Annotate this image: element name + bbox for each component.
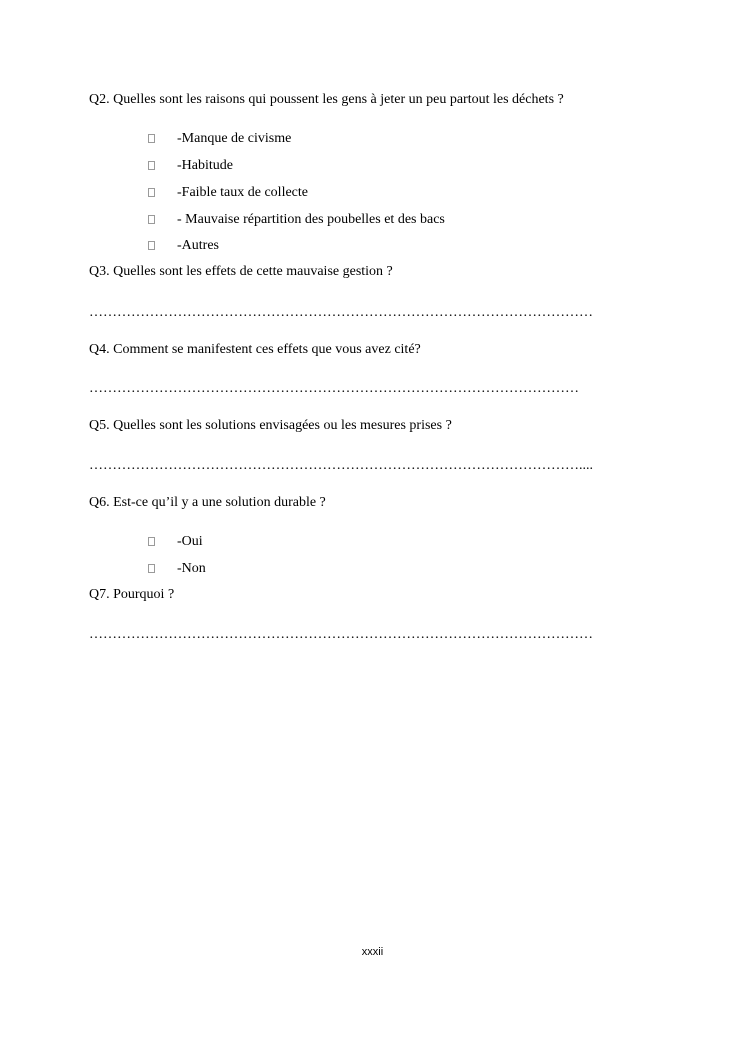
option-label: -Oui	[177, 534, 203, 549]
option-label: -Autres	[177, 238, 219, 253]
checkbox-icon[interactable]	[148, 215, 155, 224]
question-q7: Q7. Pourquoi ?	[89, 587, 175, 602]
checkbox-icon[interactable]	[148, 161, 155, 170]
answer-line-q7[interactable]: ………………………………………………………………………………………………	[89, 627, 593, 642]
option-non[interactable]	[148, 561, 206, 577]
checkbox-icon[interactable]	[148, 564, 155, 573]
option-label: - Mauvaise répartition des poubelles et des bacs	[177, 212, 445, 227]
question-q6: Q6. Est-ce qu’il y a une solution durable ?	[89, 495, 326, 510]
question-q3: Q3. Quelles sont les effets de cette mauvaise gestion ?	[89, 264, 393, 279]
checkbox-icon[interactable]	[148, 537, 155, 546]
option-mauvaise-repartition[interactable]	[148, 212, 445, 228]
checkbox-icon[interactable]	[148, 241, 155, 250]
option-label: -Faible taux de collecte	[177, 185, 308, 200]
option-autres[interactable]	[148, 238, 219, 254]
option-label: -Non	[177, 561, 206, 576]
answer-line-q5[interactable]: ……………………………………………………………………………………………....	[89, 458, 593, 473]
page-number: xxxii	[361, 946, 384, 958]
question-q4: Q4. Comment se manifestent ces effets que vous avez cité?	[89, 342, 421, 357]
answer-line-q3[interactable]: ………………………………………………………………………………………………	[89, 305, 593, 320]
option-manque-de-civisme[interactable]	[148, 131, 291, 147]
option-habitude[interactable]	[148, 158, 233, 174]
option-oui[interactable]	[148, 534, 203, 550]
question-q5: Q5. Quelles sont les solutions envisagées ou les mesures prises ?	[89, 418, 452, 433]
option-label: -Manque de civisme	[177, 131, 292, 146]
option-faible-taux-de-collecte[interactable]	[148, 185, 308, 201]
question-q2: Q2. Quelles sont les raisons qui poussent les gens à jeter un peu partout les déchets ?	[89, 92, 564, 107]
answer-line-q4[interactable]: ……………………………………………………………………………………………	[89, 381, 579, 396]
option-label: -Habitude	[177, 158, 233, 173]
checkbox-icon[interactable]	[148, 188, 155, 197]
checkbox-icon[interactable]	[148, 134, 155, 143]
